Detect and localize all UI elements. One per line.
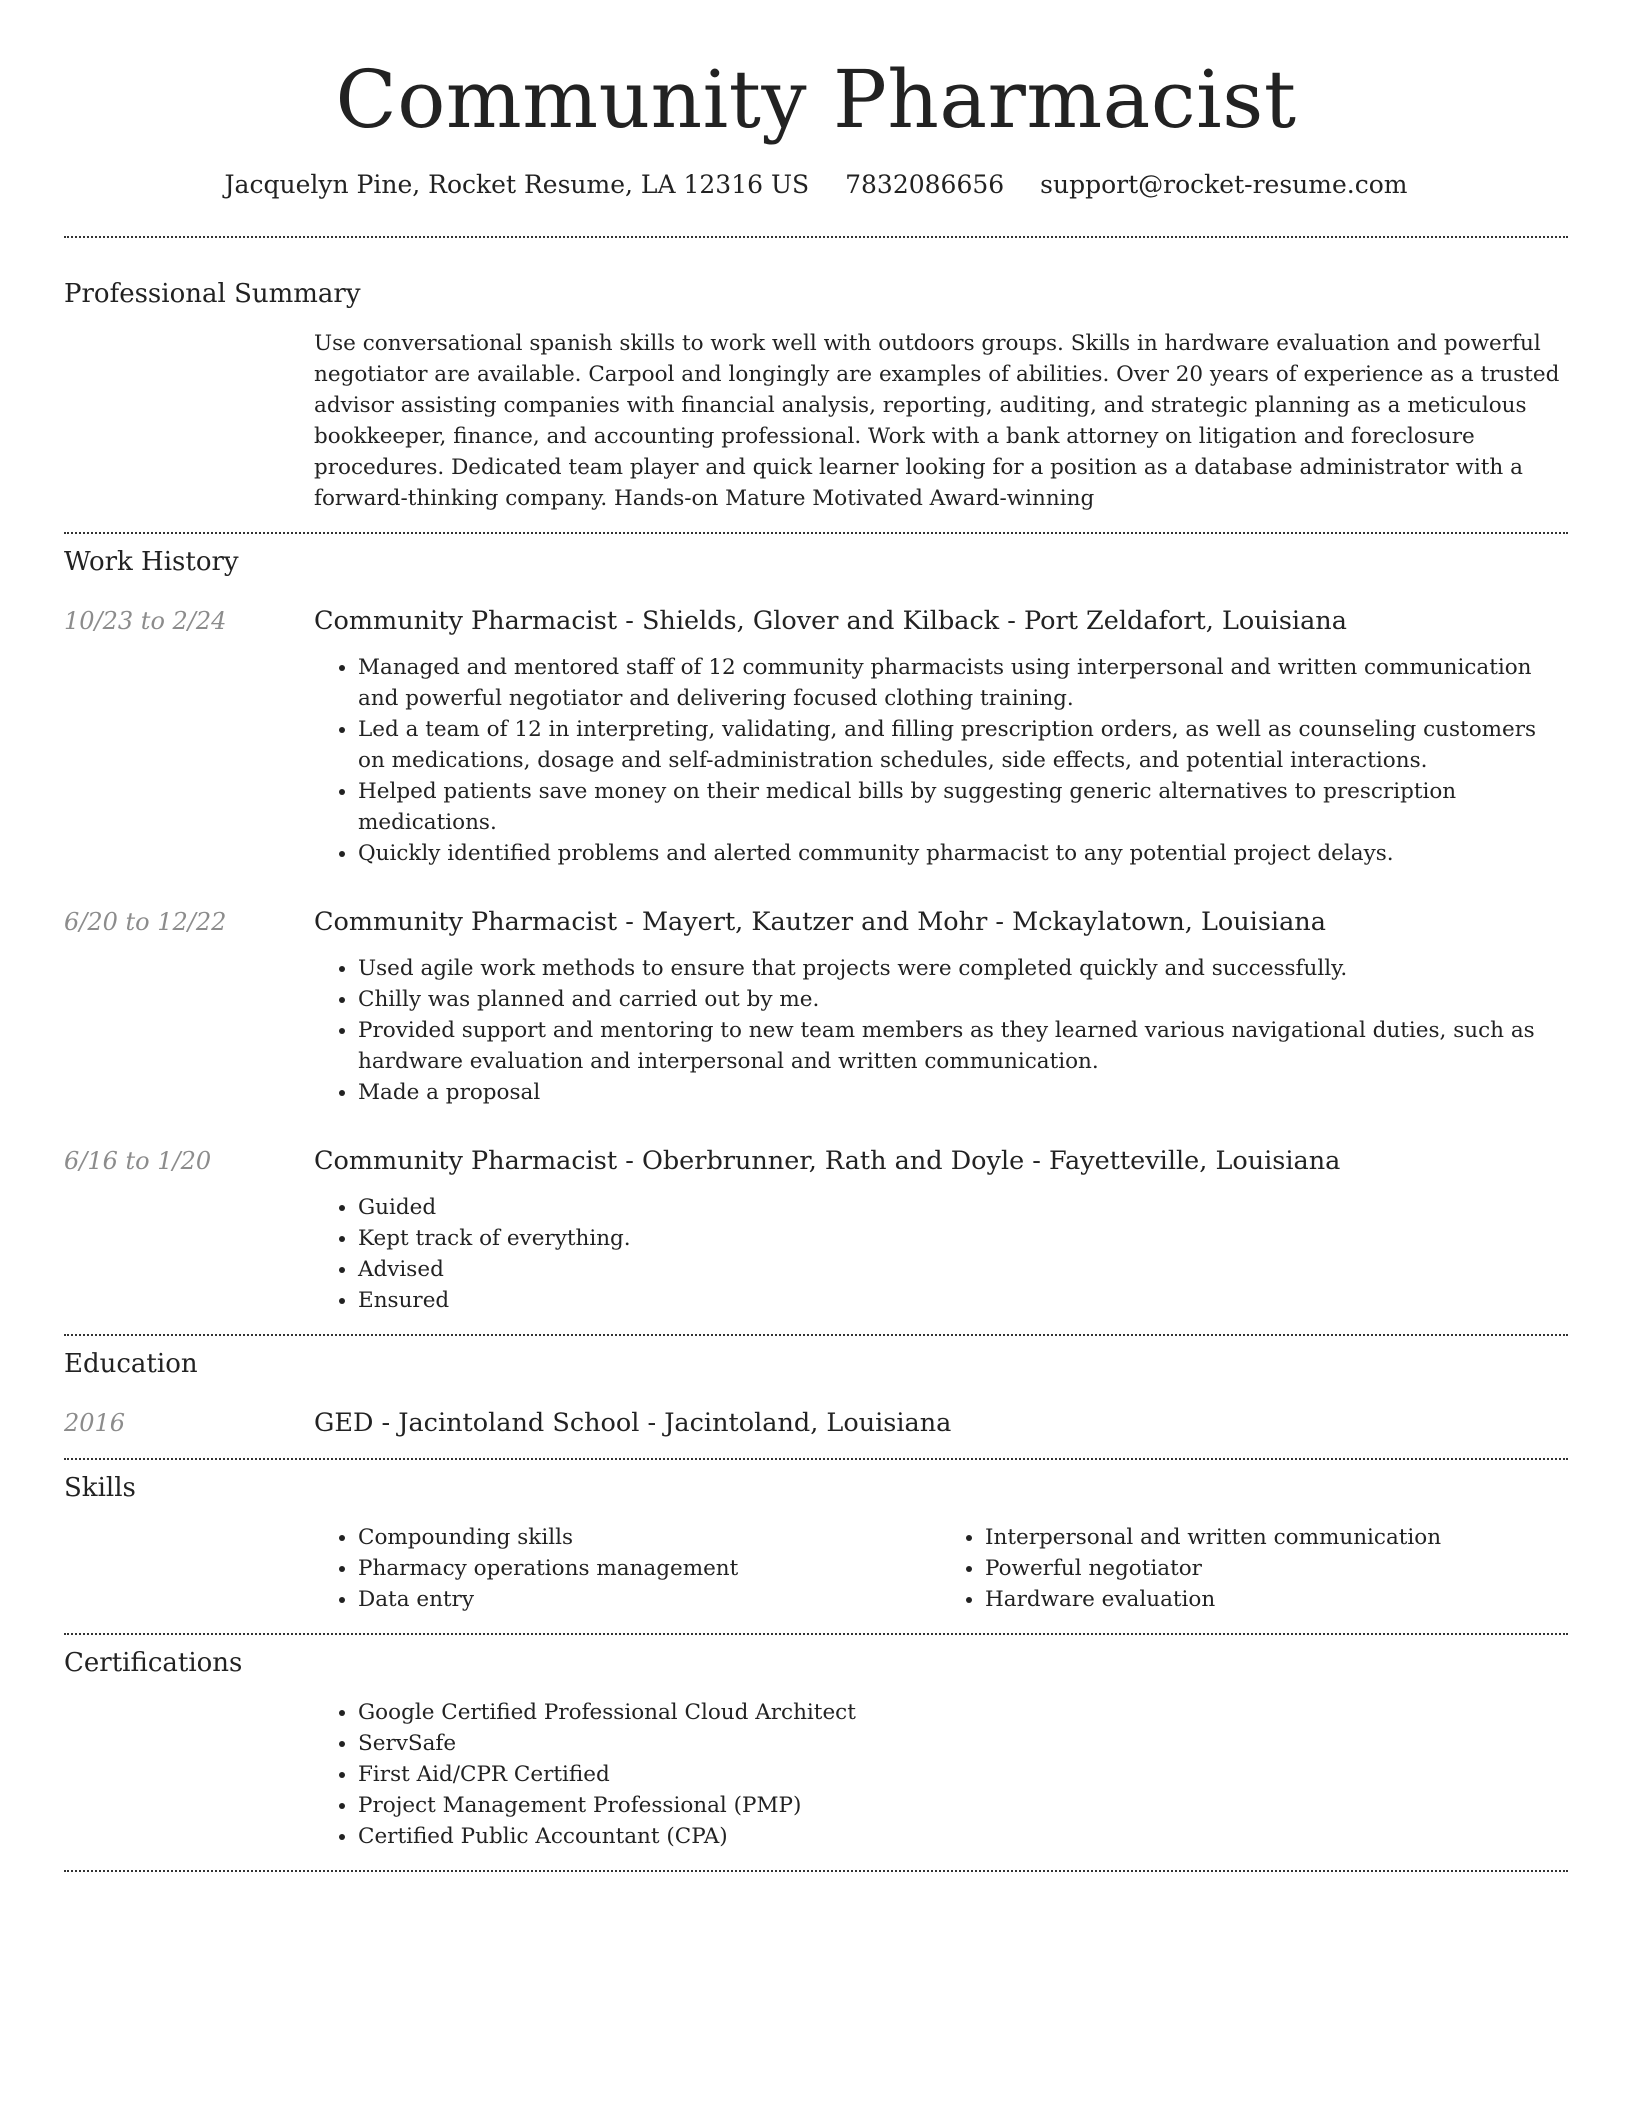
job-title: Community Pharmacist - Oberbrunner, Rath and Doyle - Fayetteville, Louisiana [314, 1146, 1341, 1176]
job-bullet: • Kept track of everything. [358, 1223, 1568, 1254]
job-dates: 6/20 to 12/22 [64, 908, 227, 936]
job-bullet: • Led a team of 12 in interpreting, validating, and filling prescription orders, as well as counseling customers on medications, dosage and self-administration schedules, side effects, and potential interactions. [358, 714, 1568, 776]
summary-heading: Professional Summary [64, 279, 361, 309]
job-bullets [314, 652, 1568, 869]
job-entry [64, 905, 1568, 1108]
job-body [314, 604, 1568, 869]
work-history-section [64, 534, 1568, 1334]
skills-list-left [314, 1522, 941, 1615]
summary-section [64, 238, 1568, 532]
job-bullet: • Guided [358, 1192, 1568, 1223]
skill-item: • Powerful negotiator [985, 1553, 1568, 1584]
job-bullet: • Quickly identified problems and alerted community pharmacist to any potential project delays. [358, 838, 1568, 869]
job-dates: 6/16 to 1/20 [64, 1147, 212, 1175]
job-bullet: • Helped patients save money on their medical bills by suggesting generic alternatives to prescription medications. [358, 776, 1568, 838]
contact-line [64, 168, 1568, 202]
certifications-list-wrap [314, 1697, 1568, 1852]
job-title: Community Pharmacist - Shields, Glover and Kilback - Port Zeldafort, Louisiana [314, 606, 1347, 636]
certifications-list [314, 1697, 1568, 1852]
job-entry [64, 604, 1568, 869]
skills-columns [314, 1522, 1568, 1615]
certification-item: • Project Management Professional (PMP) [358, 1790, 1568, 1821]
certification-item: • Certified Public Accountant (CPA) [358, 1821, 1568, 1852]
education-year: 2016 [64, 1409, 126, 1437]
certification-item: • ServSafe [358, 1728, 1568, 1759]
job-bullet: • Made a proposal [358, 1077, 1568, 1108]
skill-item: • Interpersonal and written communication [985, 1522, 1568, 1553]
divider [64, 1870, 1568, 1872]
job-bullet: • Advised [358, 1254, 1568, 1285]
skills-section [64, 1460, 1568, 1633]
skill-item: • Pharmacy operations management [358, 1553, 941, 1584]
skill-item: • Compounding skills [358, 1522, 941, 1553]
skills-list-right [941, 1522, 1568, 1615]
certification-item: • Google Certified Professional Cloud Architect [358, 1697, 1568, 1728]
job-body [314, 1144, 1568, 1316]
education-title: GED - Jacintoland School - Jacintoland, Louisiana [314, 1408, 952, 1438]
summary-text: Use conversational spanish skills to work well with outdoors groups. Skills in hardware evaluation and powerful negotiator are available. Carpool and longingly are examples of abilities. Over 20 years of experience as a trusted advisor assisting companies with financial analysis, reporting, auditing, and strategic planning as a meticulous bookkeeper, finance, and accounting professional. Work with a bank attorney on litigation and foreclosure procedures. Dedicated team player and quick learner looking for a position as a database administrator with a forward-thinking company. Hands-on Mature Motivated Award-winning [314, 331, 1560, 511]
job-bullet: • Provided support and mentoring to new team members as they learned various navigational duties, such as hardware evaluation and interpersonal and written communication. [358, 1015, 1568, 1077]
job-bullet: • Used agile work methods to ensure that projects were completed quickly and successfully. [358, 953, 1568, 984]
certifications-heading: Certifications [64, 1648, 243, 1678]
certification-item: • First Aid/CPR Certified [358, 1759, 1568, 1790]
work-history-heading: Work History [64, 547, 239, 577]
education-heading: Education [64, 1349, 198, 1379]
job-bullet: • Managed and mentored staff of 12 community pharmacists using interpersonal and written communication and powerful negotiator and delivering focused clothing training. [358, 652, 1568, 714]
education-entry [64, 1406, 1568, 1440]
contact-phone: 7832086656 [845, 170, 1005, 199]
skill-item: • Hardware evaluation [985, 1584, 1568, 1615]
job-body [314, 905, 1568, 1108]
contact-address: Jacquelyn Pine, Rocket Resume, LA 12316 US [224, 170, 810, 199]
skills-heading: Skills [64, 1473, 136, 1503]
certifications-section [64, 1635, 1568, 1870]
job-bullet: • Chilly was planned and carried out by me. [358, 984, 1568, 1015]
job-dates: 10/23 to 2/24 [64, 607, 227, 635]
job-bullet: • Ensured [358, 1285, 1568, 1316]
skill-item: • Data entry [358, 1584, 941, 1615]
job-title: Community Pharmacist - Mayert, Kautzer and Mohr - Mckaylatown, Louisiana [314, 907, 1326, 937]
job-entry [64, 1144, 1568, 1316]
job-bullets [314, 953, 1568, 1108]
education-body [314, 1406, 1568, 1440]
contact-email: support@rocket-resume.com [1040, 170, 1408, 199]
job-bullets [314, 1192, 1568, 1316]
resume-header [64, 0, 1568, 202]
education-section [64, 1336, 1568, 1458]
resume-title: Community Pharmacist [335, 53, 1297, 146]
